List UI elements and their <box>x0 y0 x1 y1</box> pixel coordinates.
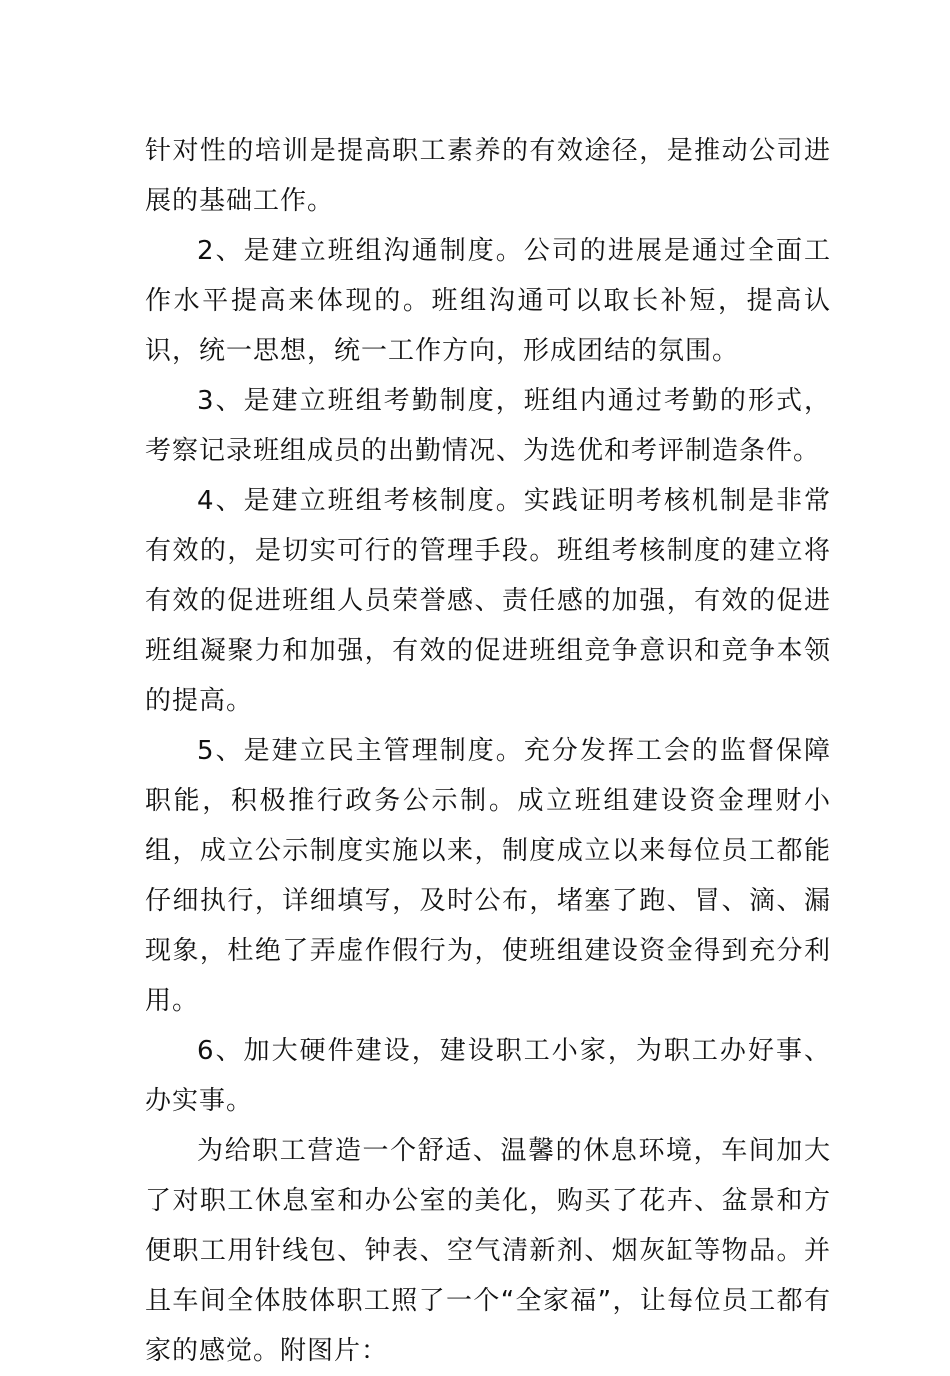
paragraph-item-4: 4、是建立班组考核制度。实践证明考核机制是非常有效的，是切实可行的管理手段。班组考核制度的建立将有效的促进班组人员荣誉感、责任感的加强，有效的促进班组凝聚力和加强，有效的促进班组竞争意识和竞争本领的提高。 <box>145 486 831 716</box>
paragraph-environment: 为给职工营造一个舒适、温馨的休息环境，车间加大了对职工休息室和办公室的美化，购买了花卉、盆景和方便职工用针线包、钟表、空气清新剂、烟灰缸等物品。并且车间全体肢体职工照了一个“全家福”，让每位员工都有家的感觉。附图片： <box>145 1136 831 1366</box>
paragraph-item-2: 2、是建立班组沟通制度。公司的进展是通过全面工作水平提高来体现的。班组沟通可以取长补短，提高认识，统一思想，统一工作方向，形成团结的氛围。 <box>145 236 831 366</box>
paragraph-item-5: 5、是建立民主管理制度。充分发挥工会的监督保障职能，积极推行政务公示制。成立班组建设资金理财小组，成立公示制度实施以来，制度成立以来每位员工都能仔细执行，详细填写，及时公布，堵塞了跑、冒、滴、漏现象，杜绝了弄虚作假行为，使班组建设资金得到充分利用。 <box>145 736 831 1016</box>
paragraph-item-3: 3、是建立班组考勤制度，班组内通过考勤的形式，考察记录班组成员的出勤情况、为选优和考评制造条件。 <box>145 386 831 466</box>
document-body <box>145 126 831 1376</box>
paragraph-item-6: 6、加大硬件建设，建设职工小家，为职工办好事、办实事。 <box>145 1036 831 1116</box>
paragraph-continuation: 针对性的培训是提高职工素养的有效途径，是推动公司进展的基础工作。 <box>145 136 831 216</box>
